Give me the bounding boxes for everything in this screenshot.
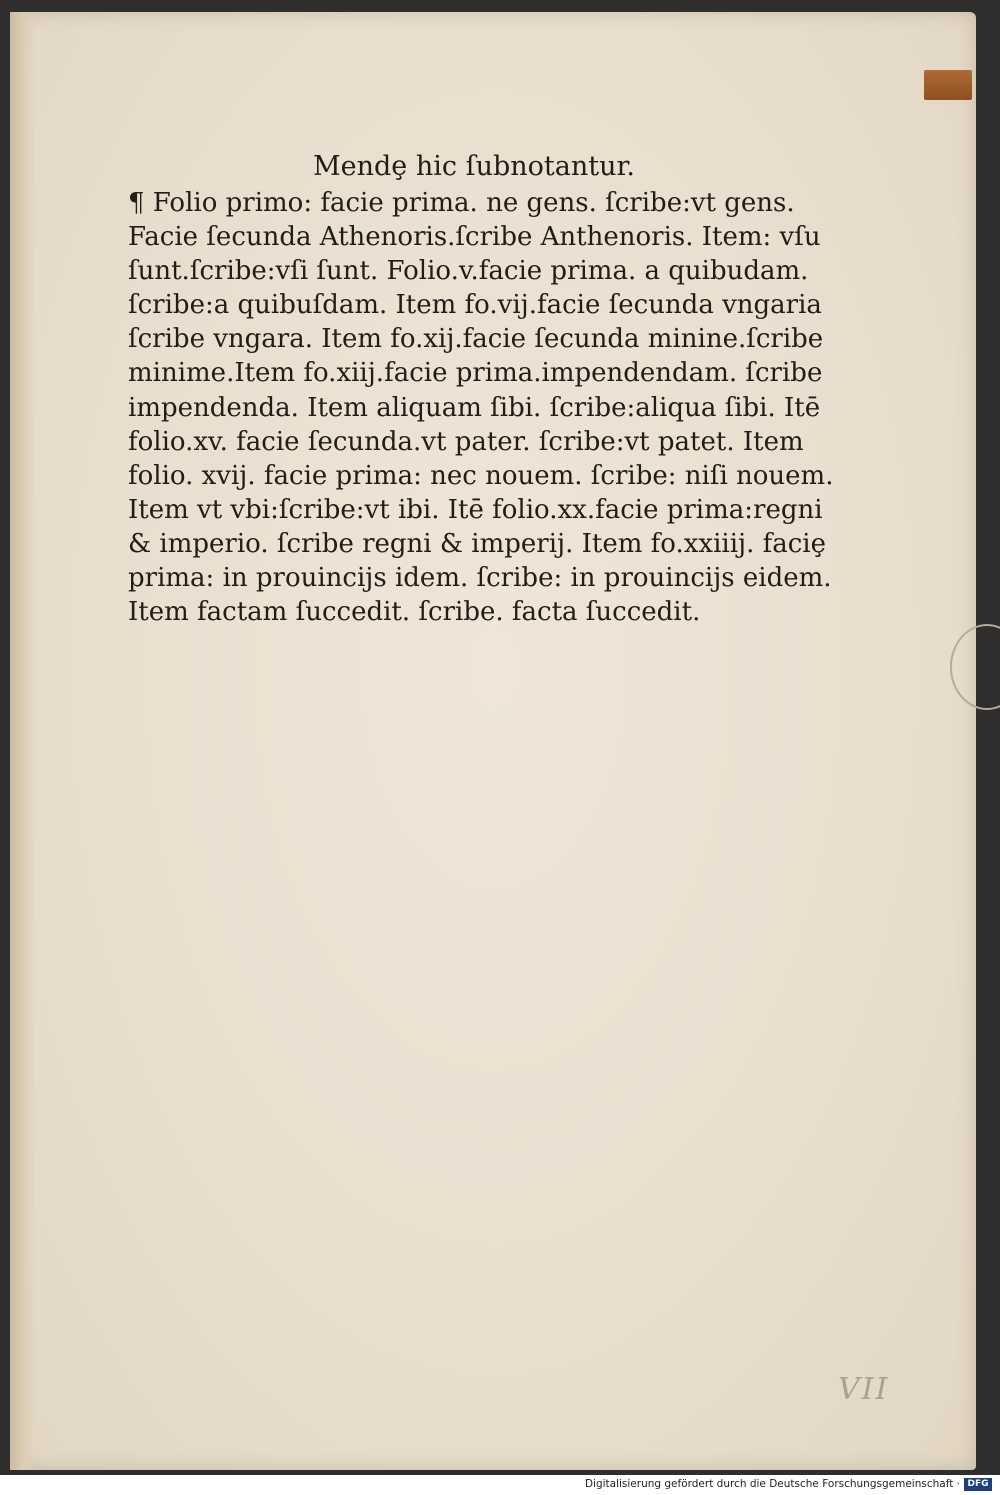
- text-line: Item factam ſuccedit. ſcribe. facta ſuccedit.: [128, 597, 701, 628]
- page-gutter: [10, 12, 36, 1470]
- text-line: ſcribe vngara. Item fo.xij.facie ſecunda minine.ſcribe: [128, 324, 824, 355]
- text-line: Item vt vbi:ſcribe:vt ibi. Itē folio.xx.facie prima:regni: [128, 494, 823, 525]
- text-line: ¶ Folio primo: facie prima. ne gens. ſcribe:vt gens.: [128, 188, 795, 218]
- text-line: prima: in prouincijs idem. ſcribe: in prouincijs eidem.: [128, 563, 832, 594]
- text-line: & imperio. ſcribe regni & imperij. Item fo.xxiiij. faciȩ: [128, 528, 826, 559]
- errata-heading: Mendȩ hic ſubnotantur.: [313, 151, 635, 182]
- text-line: folio. xvij. facie prima: nec nouem. ſcribe: niſi nouem.: [128, 460, 834, 491]
- page-clip-mark: [950, 624, 1000, 710]
- text-line: minime.Item fo.xiij.facie prima.impendendam. ſcribe: [128, 358, 823, 389]
- text-line: ſcribe:a quibuſdam. Item fo.vij.facie ſecunda vngaria: [128, 290, 822, 321]
- page-tab-marker: [924, 70, 972, 100]
- footer-credit: Digitalisierung gefördert durch die Deutsche Forschungsgemeinschaft ·: [584, 1478, 960, 1490]
- text-line: folio.xv. facie ſecunda.vt pater. ſcribe:vt patet. Item: [128, 426, 804, 457]
- dfg-logo: DFG: [964, 1478, 992, 1491]
- errata-text-block: [128, 150, 834, 629]
- folio-number: VII: [838, 1372, 890, 1407]
- footer-bar: [0, 1475, 1000, 1495]
- text-line: ſunt.ſcribe:vſi ſunt. Folio.v.facie prima. a quibudam.: [128, 256, 809, 287]
- text-line: Facie ſecunda Athenoris.ſcribe Anthenoris. Item: vſu: [128, 222, 821, 253]
- text-line: impendenda. Item aliquam ſibi. ſcribe:aliqua ſibi. Itē: [128, 392, 821, 423]
